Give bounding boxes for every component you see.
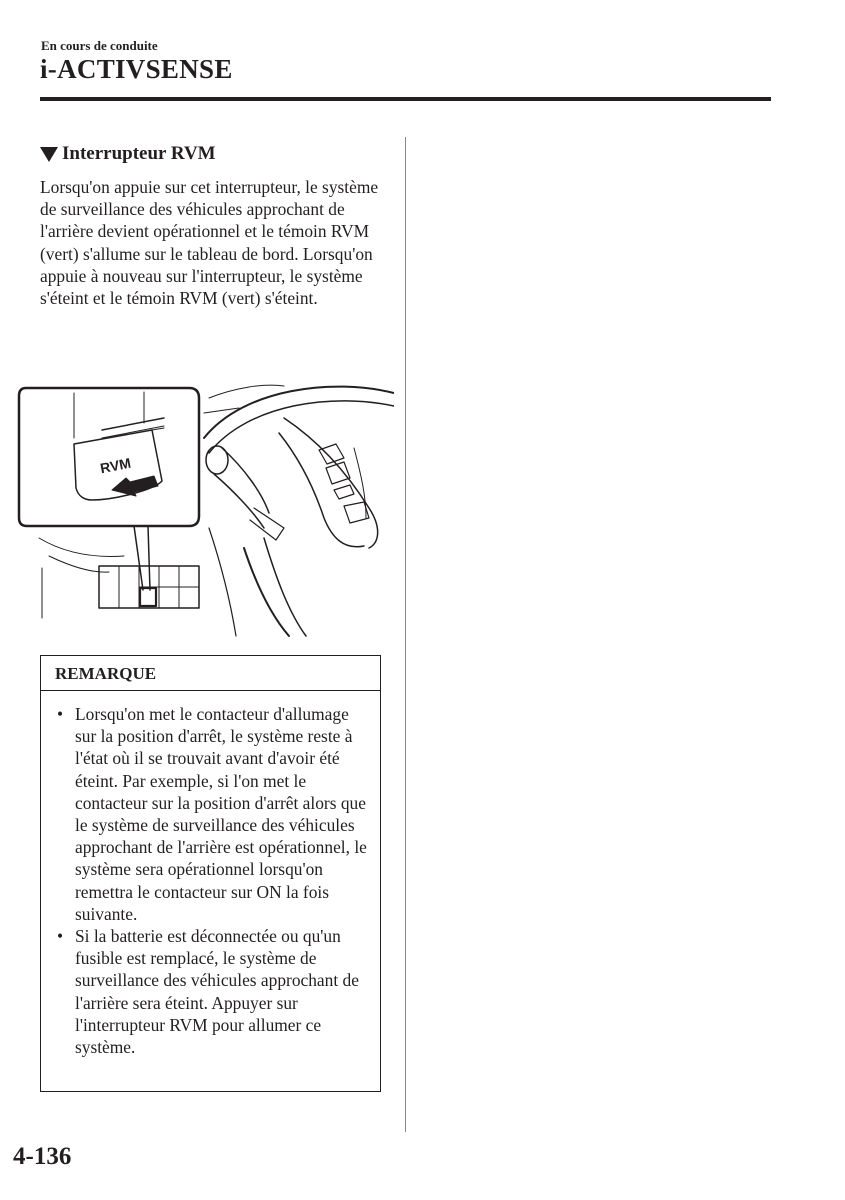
- note-list: [41, 691, 380, 1058]
- note-item: [57, 925, 372, 1058]
- section-heading-text: Interrupteur RVM: [62, 143, 216, 164]
- bullet: •: [57, 926, 64, 947]
- section-heading: [40, 143, 216, 165]
- note-item: [57, 703, 372, 925]
- header-rule: [40, 97, 771, 101]
- triangle-down-icon: [40, 147, 58, 162]
- rvm-button-label: RVM: [98, 454, 133, 477]
- page-number: 4-136: [13, 1143, 72, 1170]
- header-section-label: En cours de conduite: [41, 38, 158, 53]
- note-title: REMARQUE: [41, 656, 380, 691]
- column-divider: [405, 137, 406, 1132]
- note-item-text: Lorsqu'on met le contacteur d'allumage sur la position d'arrêt, le système reste à l'état où il se trouvait avant d'avoir été éteint. Par exemple, si l'on met le contacteur sur la position d'arrêt alors que le système de surveillance des véhicules approchant de l'arrière est opérationnel, le système sera opérationnel lorsqu'on remettra le contacteur sur ON la fois suivante.: [75, 704, 367, 924]
- note-box: [40, 655, 381, 1092]
- body-paragraph: Lorsqu'on appuie sur cet interrupteur, le système de surveillance des véhicules approchant de l'arrière devient opérationnel et le témoin RVM (vert) s'allume sur le tableau de bord. Lorsqu'on appuie à nouveau sur l'interrupteur, le système s'éteint et le témoin RVM (vert) s'éteint.: [40, 177, 379, 309]
- rvm-switch-illustration: [14, 378, 394, 638]
- page-title: i-ACTIVSENSE: [40, 54, 233, 84]
- bullet: •: [57, 704, 64, 724]
- note-item-text: Si la batterie est déconnectée ou qu'un fusible est remplacé, le système de surveillance des véhicules approchant de l'arrière sera éteint. Appuyer sur l'interrupteur RVM pour allumer ce système.: [75, 926, 359, 1058]
